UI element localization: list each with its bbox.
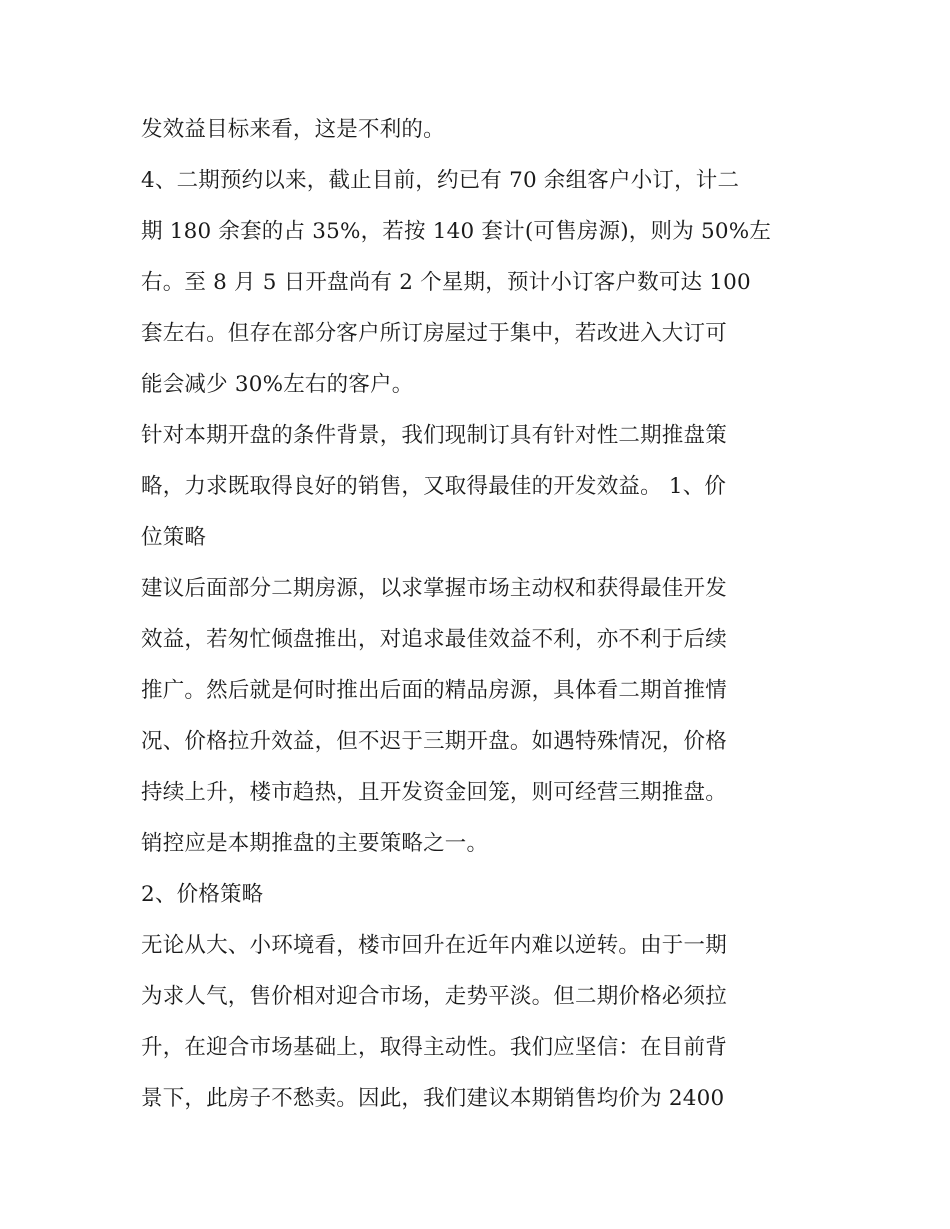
text-line: 针对本期开盘的条件背景，我们现制订具有针对性二期推盘策: [141, 423, 727, 448]
text-line: 推广。然后就是何时推出后面的精品房源，具体看二期首推情: [141, 678, 727, 703]
text-line: 况、价格拉升效益，但不迟于三期开盘。如遇特殊情况，价格: [141, 729, 727, 754]
text-line: 4、二期预约以来，截止目前，约已有 70 余组客户小订，计二: [141, 168, 740, 193]
text-line: 套左右。但存在部分客户所订房屋过于集中，若改进入大订可: [141, 321, 727, 346]
text-line: 效益，若匆忙倾盘推出，对追求最佳效益不利，亦不利于后续: [141, 627, 727, 652]
text-line: 持续上升，楼市趋热，且开发资金回笼，则可经营三期推盘。: [141, 780, 727, 805]
text-line: 销控应是本期推盘的主要策略之一。: [141, 831, 489, 856]
document-body: [141, 104, 821, 1124]
text-line: 右。至 8 月 5 日开盘尚有 2 个星期，预计小订客户数可达 100: [141, 270, 751, 295]
text-line: 位策略: [141, 525, 207, 550]
text-line: 无论从大、小环境看，楼市回升在近年内难以逆转。由于一期: [141, 933, 727, 958]
text-line: 升，在迎合市场基础上，取得主动性。我们应坚信：在目前背: [141, 1035, 727, 1060]
text-line: 建议后面部分二期房源，以求掌握市场主动权和获得最佳开发: [141, 576, 727, 601]
text-line: 景下，此房子不愁卖。因此，我们建议本期销售均价为 2400: [141, 1086, 725, 1111]
text-line: 发效益目标来看，这是不利的。: [141, 117, 445, 142]
text-line: 为求人气，售价相对迎合市场，走势平淡。但二期价格必须拉: [141, 984, 727, 1009]
text-line: 期 180 余套的占 35%，若按 140 套计(可售房源)，则为 50%左: [141, 219, 772, 244]
text-line: 能会减少 30%左右的客户。: [141, 372, 414, 397]
text-line: 略，力求既取得良好的销售，又取得最佳的开发效益。 1、价: [141, 474, 727, 499]
text-line: 2、价格策略: [141, 882, 264, 907]
